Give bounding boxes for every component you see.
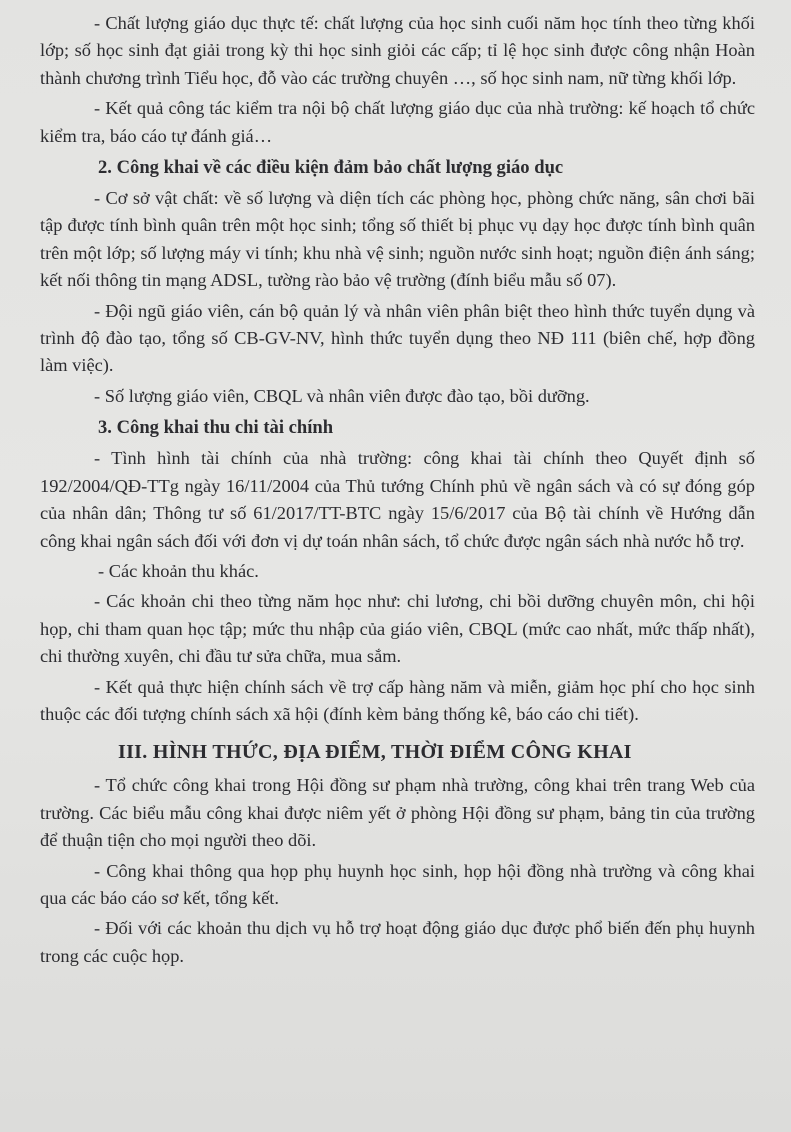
paragraph-expenditures: - Các khoản chi theo từng năm học như: chi lương, chi bồi dưỡng chuyên môn, chi hội họp, chi tham quan học tập; mức thu nhập của giáo viên, CBQL (mức cao nhất, mức thấp nhất), chi thường xuyên, chi đầu tư sửa chữa, mua sắm. xyxy=(40,591,755,667)
paragraph-council-disclosure: - Tổ chức công khai trong Hội đồng sư phạm nhà trường, công khai trên trang Web của trường. Các biểu mẫu công khai được niêm yết ở phòng Hội đồng sư phạm, bảng tin của trường để thuận tiện cho mọi người theo dõi. xyxy=(40,775,755,851)
heading-quality-conditions: 2. Công khai về các điều kiện đảm bảo chất lượng giáo dục xyxy=(98,157,564,179)
paragraph-internal-inspection: - Kết quả công tác kiểm tra nội bộ chất lượng giáo dục của nhà trường: kế hoạch tổ chức kiểm tra, báo cáo tự đánh giá… xyxy=(40,98,755,146)
paragraph-financial-situation: - Tình hình tài chính của nhà trường: công khai tài chính theo Quyết định số 192/2004/QĐ-TTg ngày 16/11/2004 của Thủ tướng Chính phủ về ngân sách và có sự đóng góp của nhân dân; Thông tư số 61/2017/TT-BTC ngày 15/6/2017 của Bộ tài chính về Hướng dẫn công khai ngân sách đối với đơn vị dự toán nhân sách, tổ chức được ngân sách nhà nước hỗ trợ. xyxy=(40,448,755,551)
paragraph-parent-meetings: - Công khai thông qua họp phụ huynh học sinh, họp hội đồng nhà trường và công khai qua các báo cáo sơ kết, tổng kết. xyxy=(40,860,755,908)
paragraph-other-revenues: - Các khoản thu khác. xyxy=(98,560,259,581)
paragraph-staff: - Đội ngũ giáo viên, cán bộ quản lý và nhân viên phân biệt theo hình thức tuyển dụng và trình độ đào tạo, tổng số CB-GV-NV, hình thức tuyển dụng theo NĐ 111 (biên chế, hợp đồng làm việc). xyxy=(40,300,755,376)
paragraph-service-fees: - Đối với các khoản thu dịch vụ hỗ trợ hoạt động giáo dục được phổ biến đến phụ huynh trong các cuộc họp. xyxy=(40,918,755,966)
heading-finance: 3. Công khai thu chi tài chính xyxy=(98,417,334,439)
paragraph-policy-results: - Kết quả thực hiện chính sách về trợ cấp hàng năm và miễn, giảm học phí cho học sinh thuộc các đối tượng chính sách xã hội (đính kèm bảng thống kê, báo cáo chi tiết). xyxy=(40,676,755,724)
paragraph-facilities: - Cơ sở vật chất: về số lượng và diện tích các phòng học, phòng chức năng, sân chơi bãi tập được tính bình quân trên một học sinh; tổng số thiết bị phục vụ dạy học được tính bình quân trên một lớp; số lượng máy vi tính; khu nhà vệ sinh; nguồn nước sinh hoạt; nguồn điện ánh sáng; kết nối thông tin mạng ADSL, tường rào bảo vệ trường (đính biểu mẫu số 07). xyxy=(40,188,755,291)
paragraph-staff-training: - Số lượng giáo viên, CBQL và nhân viên được đào tạo, bồi dưỡng. xyxy=(94,385,590,406)
paragraph-education-quality: - Chất lượng giáo dục thực tế: chất lượng của học sinh cuối năm học tính theo từng khối lớp; số học sinh đạt giải trong kỳ thi học sinh giỏi các cấp; tỉ lệ học sinh được công nhận Hoàn thành chương trình Tiểu học, đỗ vào các trường chuyên …, số học sinh nam, nữ từng khối lớp. xyxy=(40,13,755,88)
heading-section-iii: III. HÌNH THỨC, ĐỊA ĐIỂM, THỜI ĐIỂM CÔNG KHAI xyxy=(118,741,632,764)
